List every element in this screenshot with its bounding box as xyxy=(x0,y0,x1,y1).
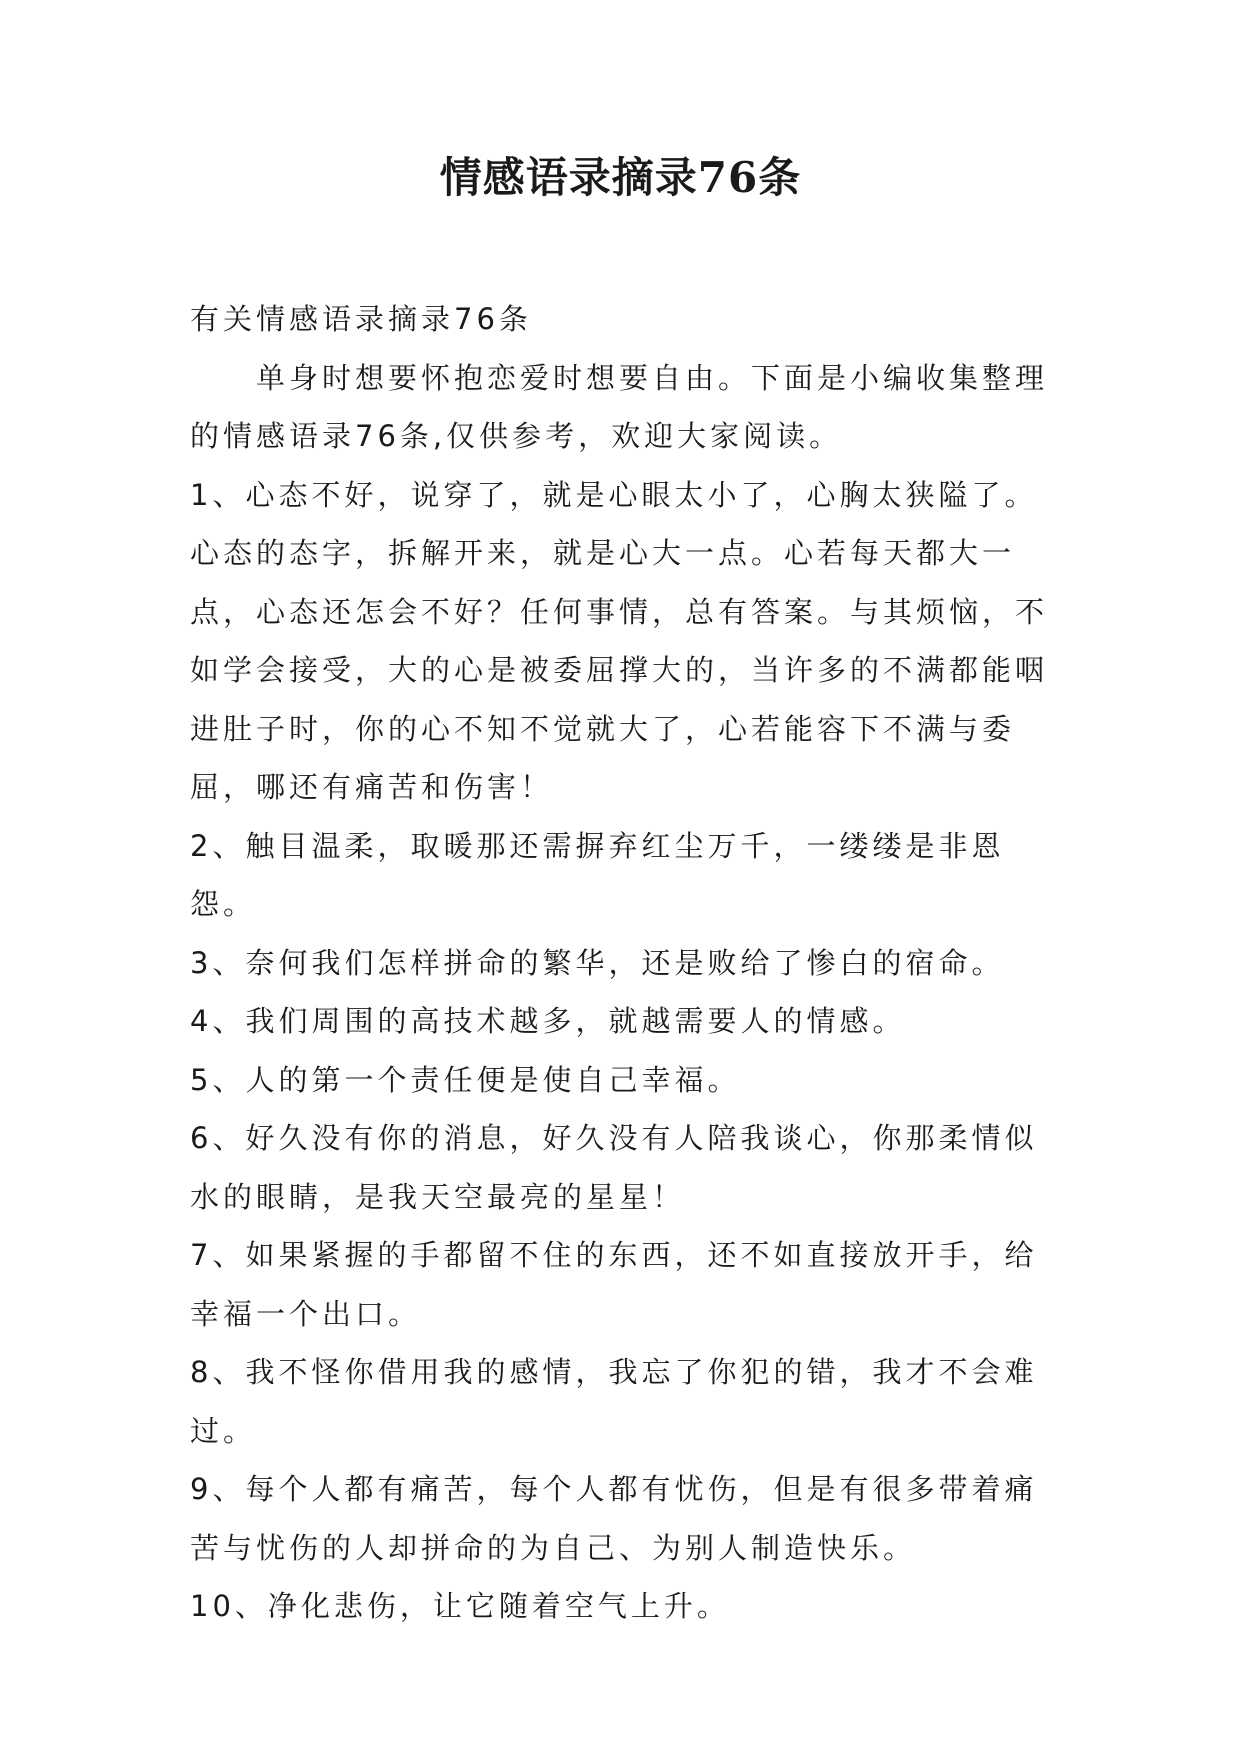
quote-item-1: 1、心态不好，说穿了，就是心眼太小了，心胸太狭隘了。心态的态字，拆解开来，就是心大一点。心若每天都大一点，心态还怎会不好？任何事情，总有答案。与其烦恼，不如学会接受，大的心是被委屈撑大的，当许多的不满都能咽进肚子时，你的心不知不觉就大了，心若能容下不满与委屈，哪还有痛苦和伤害！ xyxy=(190,477,1049,804)
quote-item-3: 3、奈何我们怎样拼命的繁华，还是败给了惨白的宿命。 xyxy=(190,945,1005,980)
quote-item-2: 2、触目温柔，取暖那还需摒弃红尘万千，一缕缕是非恩怨。 xyxy=(190,828,1005,921)
quote-item-4: 4、我们周围的高技术越多，就越需要人的情感。 xyxy=(190,1004,906,1038)
document-subtitle: 有关情感语录摘录76条 xyxy=(190,302,532,336)
quote-item-6: 6、好久没有你的消息，好久没有人陪我谈心，你那柔情似水的眼睛，是我天空最亮的星星！ xyxy=(190,1121,1038,1214)
document-title: 情感语录摘录76条 xyxy=(439,153,802,202)
quote-item-8: 8、我不怪你借用我的感情，我忘了你犯的错，我才不会难过。 xyxy=(190,1355,1038,1448)
intro-paragraph: 单身时想要怀抱恋爱时想要自由。下面是小编收集整理的情感语录76条,仅供参考，欢迎大家阅读。 xyxy=(190,360,1049,453)
document-body xyxy=(190,290,1070,1636)
quote-item-10: 10、净化悲伤，让它随着空气上升。 xyxy=(190,1589,730,1623)
quote-item-9: 9、每个人都有痛苦，每个人都有忧伤，但是有很多带着痛苦与忧伤的人却拼命的为自己、为别人制造快乐。 xyxy=(190,1472,1038,1565)
quote-item-5: 5、人的第一个责任便是使自己幸福。 xyxy=(190,1062,741,1097)
quote-item-7: 7、如果紧握的手都留不住的东西，还不如直接放开手，给幸福一个出口。 xyxy=(190,1238,1038,1331)
